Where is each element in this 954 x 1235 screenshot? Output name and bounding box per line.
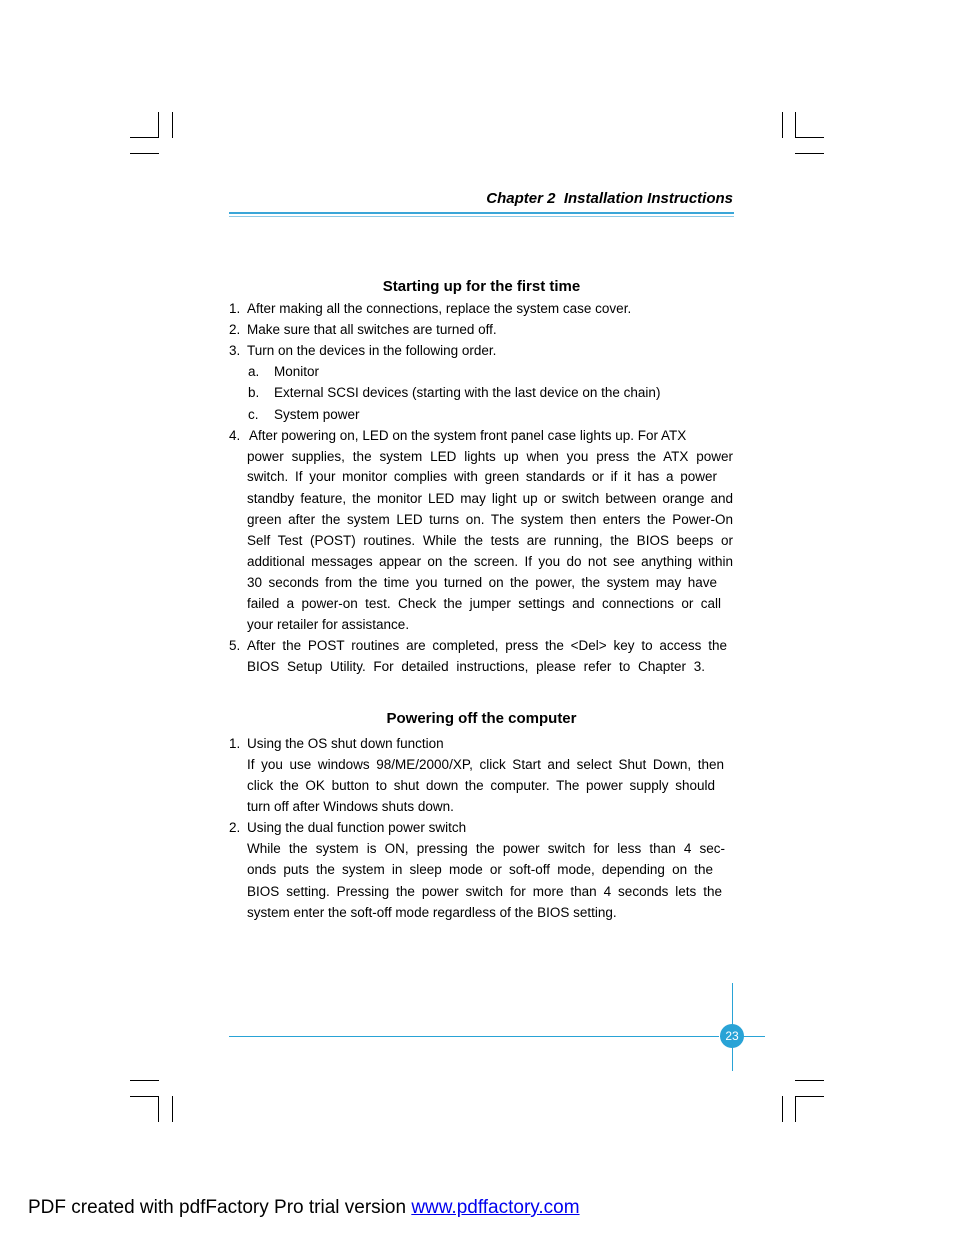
sub-letter: a.: [248, 364, 260, 379]
paragraph-line: additional messages appear on the screen. If you do not see anything within: [247, 554, 733, 569]
sub-item: External SCSI devices (starting with the last device on the chain): [274, 385, 661, 400]
section-title-startup: Starting up for the first time: [382, 278, 581, 295]
header-rule-thin: [229, 216, 734, 217]
paragraph-line: If you use windows 98/ME/2000/XP, click Start and select Shut Down, then: [247, 757, 724, 772]
paragraph-line: After powering on, LED on the system front panel case lights up. For ATX: [249, 428, 687, 443]
pdf-creator-note: [28, 1197, 580, 1219]
crop-mark: [130, 137, 159, 138]
crop-mark: [130, 1096, 159, 1097]
paragraph-line: 30 seconds from the time you turned on the power, the system may have: [247, 575, 717, 590]
sub-letter: c.: [248, 407, 259, 422]
sub-letter: b.: [248, 385, 260, 400]
paragraph-line: turn off after Windows shuts down.: [247, 799, 454, 814]
list-number: 1.: [229, 736, 241, 751]
paragraph-line: failed a power-on test. Check the jumper settings and connections or call: [247, 596, 721, 611]
paragraph-line: Self Test (POST) routines. While the tests are running, the BIOS beeps or: [247, 533, 733, 548]
sub-item: System power: [274, 407, 360, 422]
crop-mark: [795, 1096, 796, 1122]
crop-mark: [795, 137, 824, 138]
paragraph-line: standby feature, the monitor LED may light up or switch between orange and: [247, 491, 733, 506]
list-item: Make sure that all switches are turned off.: [247, 322, 497, 337]
pdf-note-text: PDF created with pdfFactory Pro trial version: [28, 1197, 412, 1218]
pdffactory-link[interactable]: www.pdffactory.com: [411, 1197, 580, 1218]
list-number: 2.: [229, 820, 241, 835]
crop-mark: [172, 1096, 173, 1122]
crop-mark: [130, 1080, 159, 1081]
paragraph-line: While the system is ON, pressing the power switch for less than 4 sec-: [247, 841, 725, 856]
crop-mark: [782, 112, 783, 138]
paragraph-line: your retailer for assistance.: [247, 617, 410, 632]
crop-mark: [795, 153, 824, 154]
paragraph-line: switch. If your monitor complies with green standards or if it has a power: [247, 469, 717, 484]
paragraph-line: BIOS Setup Utility. For detailed instructions, please refer to Chapter 3.: [247, 659, 705, 674]
crop-mark: [158, 1096, 159, 1122]
paragraph-line: power supplies, the system LED lights up when you press the ATX power: [247, 449, 733, 464]
chapter-header: Chapter 2 Installation Instructions: [486, 190, 733, 207]
list-item: Using the dual function power switch: [247, 820, 467, 835]
paragraph-line: onds puts the system in sleep mode or soft-off mode, depending on the: [247, 862, 713, 877]
list-number: 1.: [229, 301, 241, 316]
crop-mark: [795, 1080, 824, 1081]
list-number: 2.: [229, 322, 241, 337]
crop-mark: [795, 1096, 824, 1097]
header-rule: [229, 212, 734, 214]
list-item: After making all the connections, replace the system case cover.: [247, 301, 632, 316]
list-item: Turn on the devices in the following order.: [247, 343, 497, 358]
crop-mark: [795, 112, 796, 138]
paragraph-line: system enter the soft-off mode regardless of the BIOS setting.: [247, 905, 617, 920]
paragraph-line: green after the system LED turns on. The system then enters the Power-On: [247, 512, 733, 527]
crop-mark: [130, 153, 159, 154]
paragraph-line: After the POST routines are completed, press the <Del> key to access the: [247, 638, 727, 653]
crop-mark: [172, 112, 173, 138]
crop-mark: [782, 1096, 783, 1122]
footer-rule: [229, 1036, 719, 1037]
list-item: Using the OS shut down function: [247, 736, 444, 751]
crop-mark: [158, 112, 159, 138]
list-number: 5.: [229, 638, 241, 653]
list-number: 3.: [229, 343, 241, 358]
paragraph-line: BIOS setting. Pressing the power switch for more than 4 seconds lets the: [247, 884, 722, 899]
paragraph-line: click the OK button to shut down the computer. The power supply should: [247, 778, 715, 793]
section-title-poweroff: Powering off the computer: [386, 710, 577, 727]
page-number: 23: [720, 1024, 744, 1048]
list-number: 4.: [229, 428, 241, 443]
sub-item: Monitor: [274, 364, 320, 379]
